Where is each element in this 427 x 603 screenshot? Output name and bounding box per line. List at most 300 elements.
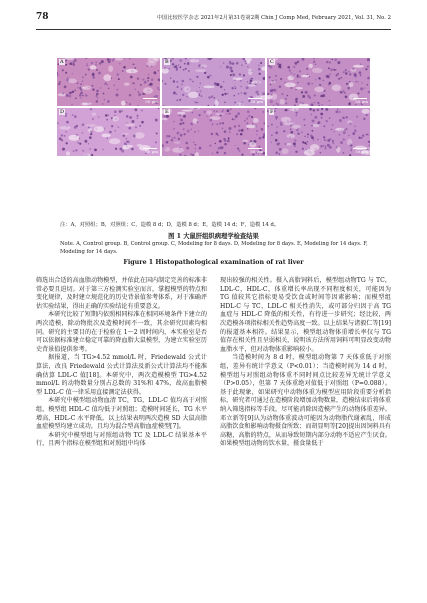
nucleus-dot bbox=[176, 81, 178, 83]
nucleus-dot bbox=[176, 132, 179, 135]
nucleus-dot bbox=[227, 93, 229, 95]
scale-label: 50 μm bbox=[250, 99, 263, 104]
nucleus-dot bbox=[142, 79, 144, 81]
nucleus-dot bbox=[281, 93, 283, 95]
nucleus-dot bbox=[201, 95, 203, 97]
nucleus-dot bbox=[304, 124, 305, 125]
figure-caption-cn-note: 注：A，对照组；B，对照组；C，造模 8 d；D，造模 8 d；E，造模 14 d；F，造模 14 d。 bbox=[60, 222, 280, 228]
nucleus-dot bbox=[102, 103, 104, 105]
nucleus-dot bbox=[211, 133, 213, 135]
nucleus-dot bbox=[234, 101, 236, 103]
nucleus-dot bbox=[226, 113, 227, 114]
nucleus-dot bbox=[211, 58, 213, 59]
nucleus-dot bbox=[240, 86, 241, 87]
vacuole-spot bbox=[347, 120, 352, 123]
nucleus-dot bbox=[62, 69, 64, 71]
nucleus-dot bbox=[86, 65, 87, 66]
nucleus-dot bbox=[229, 127, 232, 130]
nucleus-dot bbox=[299, 70, 301, 72]
nucleus-dot bbox=[195, 102, 197, 104]
nucleus-dot bbox=[258, 73, 260, 75]
nucleus-dot bbox=[352, 132, 355, 135]
nucleus-dot bbox=[72, 114, 74, 116]
nucleus-dot bbox=[95, 61, 97, 63]
nucleus-dot bbox=[57, 122, 58, 123]
nucleus-dot bbox=[196, 91, 197, 92]
nucleus-dot bbox=[190, 128, 192, 130]
vacuole-spot bbox=[86, 124, 97, 127]
vacuole-spot bbox=[215, 100, 219, 106]
nucleus-dot bbox=[290, 72, 291, 73]
nucleus-dot bbox=[331, 129, 332, 130]
vacuole-spot bbox=[236, 102, 244, 106]
nucleus-dot bbox=[294, 73, 295, 74]
nucleus-dot bbox=[294, 139, 296, 141]
nucleus-dot bbox=[346, 116, 348, 118]
nucleus-dot bbox=[258, 64, 260, 66]
nucleus-dot bbox=[114, 84, 115, 85]
vacuole-spot bbox=[248, 69, 253, 75]
nucleus-dot bbox=[179, 123, 181, 125]
nucleus-dot bbox=[128, 127, 131, 130]
nucleus-dot bbox=[229, 113, 231, 115]
nucleus-dot bbox=[224, 152, 226, 154]
nucleus-dot bbox=[259, 137, 262, 140]
nucleus-dot bbox=[230, 69, 232, 71]
nucleus-dot bbox=[354, 126, 355, 127]
nucleus-dot bbox=[343, 71, 345, 73]
nucleus-dot bbox=[293, 66, 295, 68]
nucleus-dot bbox=[307, 82, 310, 85]
nucleus-dot bbox=[302, 95, 305, 98]
nucleus-dot bbox=[263, 122, 265, 124]
nucleus-dot bbox=[297, 133, 299, 135]
vacuole-spot bbox=[253, 118, 259, 123]
nucleus-dot bbox=[256, 91, 259, 94]
right-text-column bbox=[220, 277, 391, 449]
nucleus-dot bbox=[346, 83, 348, 85]
running-head: 中国比较医学杂志 2021年2月第31卷第2期 Chin J Comp Med, February 2021, Vol. 31, No. 2 bbox=[156, 15, 391, 21]
nucleus-dot bbox=[251, 116, 253, 118]
nucleus-dot bbox=[339, 111, 341, 113]
nucleus-dot bbox=[347, 87, 350, 90]
nucleus-dot bbox=[182, 94, 184, 96]
nucleus-dot bbox=[184, 63, 186, 65]
nucleus-dot bbox=[241, 129, 244, 132]
nucleus-dot bbox=[285, 102, 287, 104]
nucleus-dot bbox=[306, 68, 308, 70]
nucleus-dot bbox=[239, 73, 241, 75]
vacuole-spot bbox=[362, 109, 370, 114]
nucleus-dot bbox=[199, 83, 201, 85]
nucleus-dot bbox=[99, 62, 101, 64]
nucleus-dot bbox=[324, 139, 325, 140]
nucleus-dot bbox=[367, 134, 369, 136]
nucleus-dot bbox=[75, 97, 77, 99]
nucleus-dot bbox=[227, 140, 229, 142]
nucleus-dot bbox=[319, 105, 321, 106]
vacuole-spot bbox=[125, 124, 135, 126]
nucleus-dot bbox=[364, 88, 365, 89]
nucleus-dot bbox=[219, 140, 222, 143]
right-paragraph: 现出较强的相关性。摄入高脂饲料后，模型组动物TG 与 TC，LDL-C，HDL-C，体重增长率出现不同程度相关，可能因为 TG 值较其它指标更易受饮食或时间等因素影响；而模型组 HDL-C 与 TC，LDL-C 相关性消失，或可部分归因于高 TG 血症与 HDL-C 降低的相关性，有待进一步研究；经比较，两次造模各项指标相关性趋势高度一致。以上结果与诸毅仁等[19]的报道基本相符。结果显示，模型组动物体重增长率仅与 TG 值存在相关性且呈弱相关，说明该方法所用饲料可明显改变动物血脂水平，但对动物体重影响较小。 bbox=[220, 277, 391, 353]
nucleus-dot bbox=[294, 145, 296, 147]
figure-panel-f bbox=[267, 108, 370, 156]
nucleus-dot bbox=[164, 83, 166, 85]
nucleus-dot bbox=[276, 103, 278, 105]
nucleus-dot bbox=[68, 95, 71, 98]
vacuole-spot bbox=[299, 104, 309, 106]
nucleus-dot bbox=[326, 61, 328, 63]
nucleus-dot bbox=[96, 95, 98, 97]
nucleus-dot bbox=[246, 122, 248, 124]
nucleus-dot bbox=[75, 149, 77, 151]
vacuole-spot bbox=[121, 101, 126, 106]
nucleus-dot bbox=[153, 71, 156, 74]
nucleus-dot bbox=[179, 66, 181, 68]
nucleus-dot bbox=[348, 135, 349, 136]
nucleus-dot bbox=[279, 148, 282, 151]
nucleus-dot bbox=[323, 145, 324, 146]
nucleus-dot bbox=[163, 105, 164, 106]
nucleus-dot bbox=[173, 128, 174, 129]
vacuole-spot bbox=[287, 134, 295, 138]
nucleus-dot bbox=[276, 126, 277, 127]
nucleus-dot bbox=[140, 84, 142, 86]
nucleus-dot bbox=[134, 108, 137, 111]
nucleus-dot bbox=[307, 133, 309, 135]
nucleus-dot bbox=[61, 134, 63, 136]
nucleus-dot bbox=[236, 62, 239, 65]
nucleus-dot bbox=[171, 139, 173, 141]
nucleus-dot bbox=[147, 77, 149, 79]
nucleus-dot bbox=[280, 123, 282, 125]
nucleus-dot bbox=[232, 118, 234, 120]
nucleus-dot bbox=[221, 94, 223, 96]
nucleus-dot bbox=[183, 128, 185, 130]
nucleus-dot bbox=[344, 129, 345, 130]
nucleus-dot bbox=[209, 145, 211, 147]
nucleus-dot bbox=[77, 82, 79, 84]
vacuole-spot bbox=[177, 112, 185, 115]
nucleus-dot bbox=[77, 87, 78, 88]
nucleus-dot bbox=[240, 133, 242, 135]
nucleus-dot bbox=[156, 132, 158, 134]
nucleus-dot bbox=[272, 89, 274, 91]
nucleus-dot bbox=[65, 72, 67, 74]
vacuole-spot bbox=[103, 74, 111, 81]
nucleus-dot bbox=[129, 103, 131, 105]
nucleus-dot bbox=[284, 82, 286, 84]
nucleus-dot bbox=[107, 114, 109, 116]
nucleus-dot bbox=[94, 149, 97, 152]
nucleus-dot bbox=[184, 155, 186, 156]
nucleus-dot bbox=[343, 131, 346, 134]
nucleus-dot bbox=[109, 131, 112, 134]
vacuole-spot bbox=[336, 147, 340, 153]
nucleus-dot bbox=[218, 148, 219, 149]
nucleus-dot bbox=[325, 146, 326, 147]
vacuole-spot bbox=[304, 149, 315, 156]
vacuole-spot bbox=[112, 116, 119, 121]
nucleus-dot bbox=[126, 115, 129, 118]
nucleus-dot bbox=[303, 119, 305, 121]
vacuole-spot bbox=[124, 83, 130, 86]
nucleus-dot bbox=[148, 74, 150, 76]
nucleus-dot bbox=[137, 105, 138, 106]
nucleus-dot bbox=[65, 115, 67, 117]
nucleus-dot bbox=[147, 65, 148, 66]
nucleus-dot bbox=[317, 139, 318, 140]
nucleus-dot bbox=[57, 74, 59, 76]
nucleus-dot bbox=[256, 130, 258, 132]
nucleus-dot bbox=[320, 145, 323, 148]
nucleus-dot bbox=[227, 109, 230, 112]
nucleus-dot bbox=[112, 59, 114, 61]
figure-panel-e bbox=[162, 108, 265, 156]
nucleus-dot bbox=[280, 78, 282, 80]
nucleus-dot bbox=[359, 71, 362, 74]
nucleus-dot bbox=[295, 112, 297, 114]
nucleus-dot bbox=[138, 91, 140, 93]
nucleus-dot bbox=[260, 62, 262, 64]
nucleus-dot bbox=[197, 102, 198, 103]
nucleus-dot bbox=[280, 121, 282, 123]
nucleus-dot bbox=[212, 153, 213, 154]
nucleus-dot bbox=[315, 63, 316, 64]
nucleus-dot bbox=[132, 82, 134, 84]
nucleus-dot bbox=[314, 102, 315, 103]
nucleus-dot bbox=[345, 69, 348, 72]
nucleus-dot bbox=[334, 59, 337, 62]
nucleus-dot bbox=[107, 84, 108, 85]
nucleus-dot bbox=[98, 72, 101, 75]
nucleus-dot bbox=[367, 66, 369, 68]
nucleus-dot bbox=[89, 148, 91, 150]
nucleus-dot bbox=[244, 120, 246, 122]
nucleus-dot bbox=[357, 81, 358, 82]
nucleus-dot bbox=[356, 116, 358, 118]
nucleus-dot bbox=[82, 95, 84, 97]
nucleus-dot bbox=[329, 138, 331, 140]
figure-caption-en-note-2: Modeling for 14 days. bbox=[60, 249, 118, 255]
nucleus-dot bbox=[229, 67, 232, 70]
figure-caption-en-note-1: Note. A, Control group. B, Control group. C, Modeling for 8 days. D, Modeling for 8 days. E, Modeling for 14 days. F, bbox=[60, 241, 368, 247]
nucleus-dot bbox=[262, 92, 265, 95]
nucleus-dot bbox=[366, 114, 368, 116]
nucleus-dot bbox=[116, 89, 118, 91]
vacuole-spot bbox=[164, 147, 170, 152]
nucleus-dot bbox=[126, 141, 127, 142]
nucleus-dot bbox=[320, 95, 322, 97]
nucleus-dot bbox=[111, 125, 113, 127]
nucleus-dot bbox=[217, 83, 220, 86]
nucleus-dot bbox=[344, 92, 346, 94]
panel-label: D bbox=[60, 109, 65, 115]
nucleus-dot bbox=[103, 93, 105, 95]
nucleus-dot bbox=[295, 98, 298, 101]
nucleus-dot bbox=[102, 149, 104, 151]
figure-caption-cn-title: 图 1 大鼠肝组织病理学检查结果 bbox=[168, 233, 259, 240]
nucleus-dot bbox=[155, 141, 157, 143]
nucleus-dot bbox=[234, 119, 236, 121]
nucleus-dot bbox=[336, 110, 339, 113]
nucleus-dot bbox=[196, 76, 198, 78]
nucleus-dot bbox=[115, 130, 116, 131]
nucleus-dot bbox=[105, 114, 108, 117]
nucleus-dot bbox=[296, 115, 298, 117]
nucleus-dot bbox=[275, 131, 278, 134]
nucleus-dot bbox=[294, 104, 295, 105]
nucleus-dot bbox=[66, 64, 67, 65]
nucleus-dot bbox=[247, 81, 248, 82]
nucleus-dot bbox=[166, 135, 169, 138]
vacuole-spot bbox=[332, 85, 342, 92]
nucleus-dot bbox=[222, 128, 223, 129]
vacuole-spot bbox=[108, 66, 113, 72]
nucleus-dot bbox=[332, 140, 334, 142]
nucleus-dot bbox=[198, 130, 199, 131]
nucleus-dot bbox=[261, 128, 264, 131]
panel-label: A bbox=[60, 59, 64, 65]
nucleus-dot bbox=[339, 119, 342, 122]
nucleus-dot bbox=[72, 91, 74, 93]
nucleus-dot bbox=[243, 93, 244, 94]
nucleus-dot bbox=[184, 133, 186, 135]
nucleus-dot bbox=[278, 65, 281, 68]
nucleus-dot bbox=[216, 123, 218, 125]
nucleus-dot bbox=[340, 77, 342, 79]
nucleus-dot bbox=[295, 151, 297, 153]
vacuole-spot bbox=[122, 133, 130, 135]
nucleus-dot bbox=[115, 148, 117, 150]
nucleus-dot bbox=[92, 118, 94, 120]
nucleus-dot bbox=[311, 136, 314, 139]
nucleus-dot bbox=[241, 101, 242, 102]
nucleus-dot bbox=[131, 148, 134, 151]
nucleus-dot bbox=[212, 124, 214, 126]
vacuole-spot bbox=[207, 110, 213, 114]
nucleus-dot bbox=[252, 123, 253, 124]
scale-label: 50 μm bbox=[355, 99, 368, 104]
nucleus-dot bbox=[137, 77, 139, 79]
nucleus-dot bbox=[73, 150, 75, 152]
nucleus-dot bbox=[166, 115, 169, 118]
scale-label: 50 μm bbox=[145, 149, 158, 154]
nucleus-dot bbox=[79, 143, 81, 145]
nucleus-dot bbox=[216, 151, 218, 153]
nucleus-dot bbox=[118, 78, 120, 80]
nucleus-dot bbox=[185, 68, 187, 70]
left-text-column bbox=[36, 277, 207, 449]
nucleus-dot bbox=[114, 110, 117, 113]
nucleus-dot bbox=[172, 137, 173, 138]
nucleus-dot bbox=[349, 73, 351, 75]
nucleus-dot bbox=[234, 86, 235, 87]
vacuole-spot bbox=[246, 125, 257, 129]
nucleus-dot bbox=[340, 91, 343, 94]
nucleus-dot bbox=[343, 117, 345, 119]
nucleus-dot bbox=[215, 143, 216, 144]
nucleus-dot bbox=[313, 60, 315, 62]
nucleus-dot bbox=[66, 94, 69, 97]
vacuole-spot bbox=[287, 143, 292, 146]
nucleus-dot bbox=[129, 94, 132, 97]
nucleus-dot bbox=[234, 95, 236, 97]
nucleus-dot bbox=[337, 109, 338, 110]
nucleus-dot bbox=[349, 154, 351, 156]
nucleus-dot bbox=[296, 129, 298, 131]
nucleus-dot bbox=[82, 76, 84, 78]
nucleus-dot bbox=[194, 131, 196, 133]
nucleus-dot bbox=[293, 142, 296, 145]
nucleus-dot bbox=[329, 117, 330, 118]
nucleus-dot bbox=[332, 124, 333, 125]
nucleus-dot bbox=[141, 110, 143, 112]
nucleus-dot bbox=[234, 145, 235, 146]
nucleus-dot bbox=[142, 93, 144, 95]
nucleus-dot bbox=[84, 140, 87, 143]
nucleus-dot bbox=[155, 119, 158, 122]
nucleus-dot bbox=[224, 130, 227, 133]
nucleus-dot bbox=[367, 58, 370, 61]
nucleus-dot bbox=[247, 110, 250, 113]
nucleus-dot bbox=[173, 80, 175, 82]
nucleus-dot bbox=[190, 153, 192, 155]
vacuole-spot bbox=[347, 139, 352, 146]
figure-caption-en-title: Figure 1 Histopathological examination of rat liver bbox=[123, 259, 304, 266]
nucleus-dot bbox=[106, 119, 108, 121]
nucleus-dot bbox=[80, 97, 82, 99]
nucleus-dot bbox=[268, 126, 269, 127]
nucleus-dot bbox=[355, 81, 357, 83]
nucleus-dot bbox=[318, 77, 320, 79]
nucleus-dot bbox=[269, 76, 271, 78]
nucleus-dot bbox=[238, 129, 240, 131]
nucleus-dot bbox=[69, 62, 72, 65]
figure-panel-a bbox=[57, 58, 160, 106]
nucleus-dot bbox=[235, 115, 238, 118]
nucleus-dot bbox=[119, 63, 121, 65]
nucleus-dot bbox=[206, 116, 207, 117]
nucleus-dot bbox=[223, 109, 224, 110]
nucleus-dot bbox=[177, 99, 178, 100]
nucleus-dot bbox=[337, 61, 340, 64]
nucleus-dot bbox=[338, 78, 340, 80]
nucleus-dot bbox=[122, 70, 124, 72]
nucleus-dot bbox=[343, 90, 345, 92]
vacuole-spot bbox=[195, 69, 207, 72]
nucleus-dot bbox=[332, 142, 334, 144]
nucleus-dot bbox=[247, 66, 249, 68]
nucleus-dot bbox=[81, 92, 83, 94]
page-number: 78 bbox=[36, 12, 49, 22]
nucleus-dot bbox=[304, 136, 306, 138]
vacuole-spot bbox=[314, 87, 324, 93]
nucleus-dot bbox=[178, 64, 180, 66]
vacuole-spot bbox=[189, 108, 201, 110]
nucleus-dot bbox=[263, 77, 265, 80]
nucleus-dot bbox=[279, 85, 282, 88]
nucleus-dot bbox=[313, 58, 315, 59]
nucleus-dot bbox=[294, 62, 297, 65]
vacuole-spot bbox=[242, 140, 248, 143]
figure-panel-c bbox=[267, 58, 370, 106]
vacuole-spot bbox=[184, 86, 191, 93]
nucleus-dot bbox=[360, 87, 363, 90]
vacuole-spot bbox=[270, 81, 275, 83]
nucleus-dot bbox=[109, 59, 111, 61]
